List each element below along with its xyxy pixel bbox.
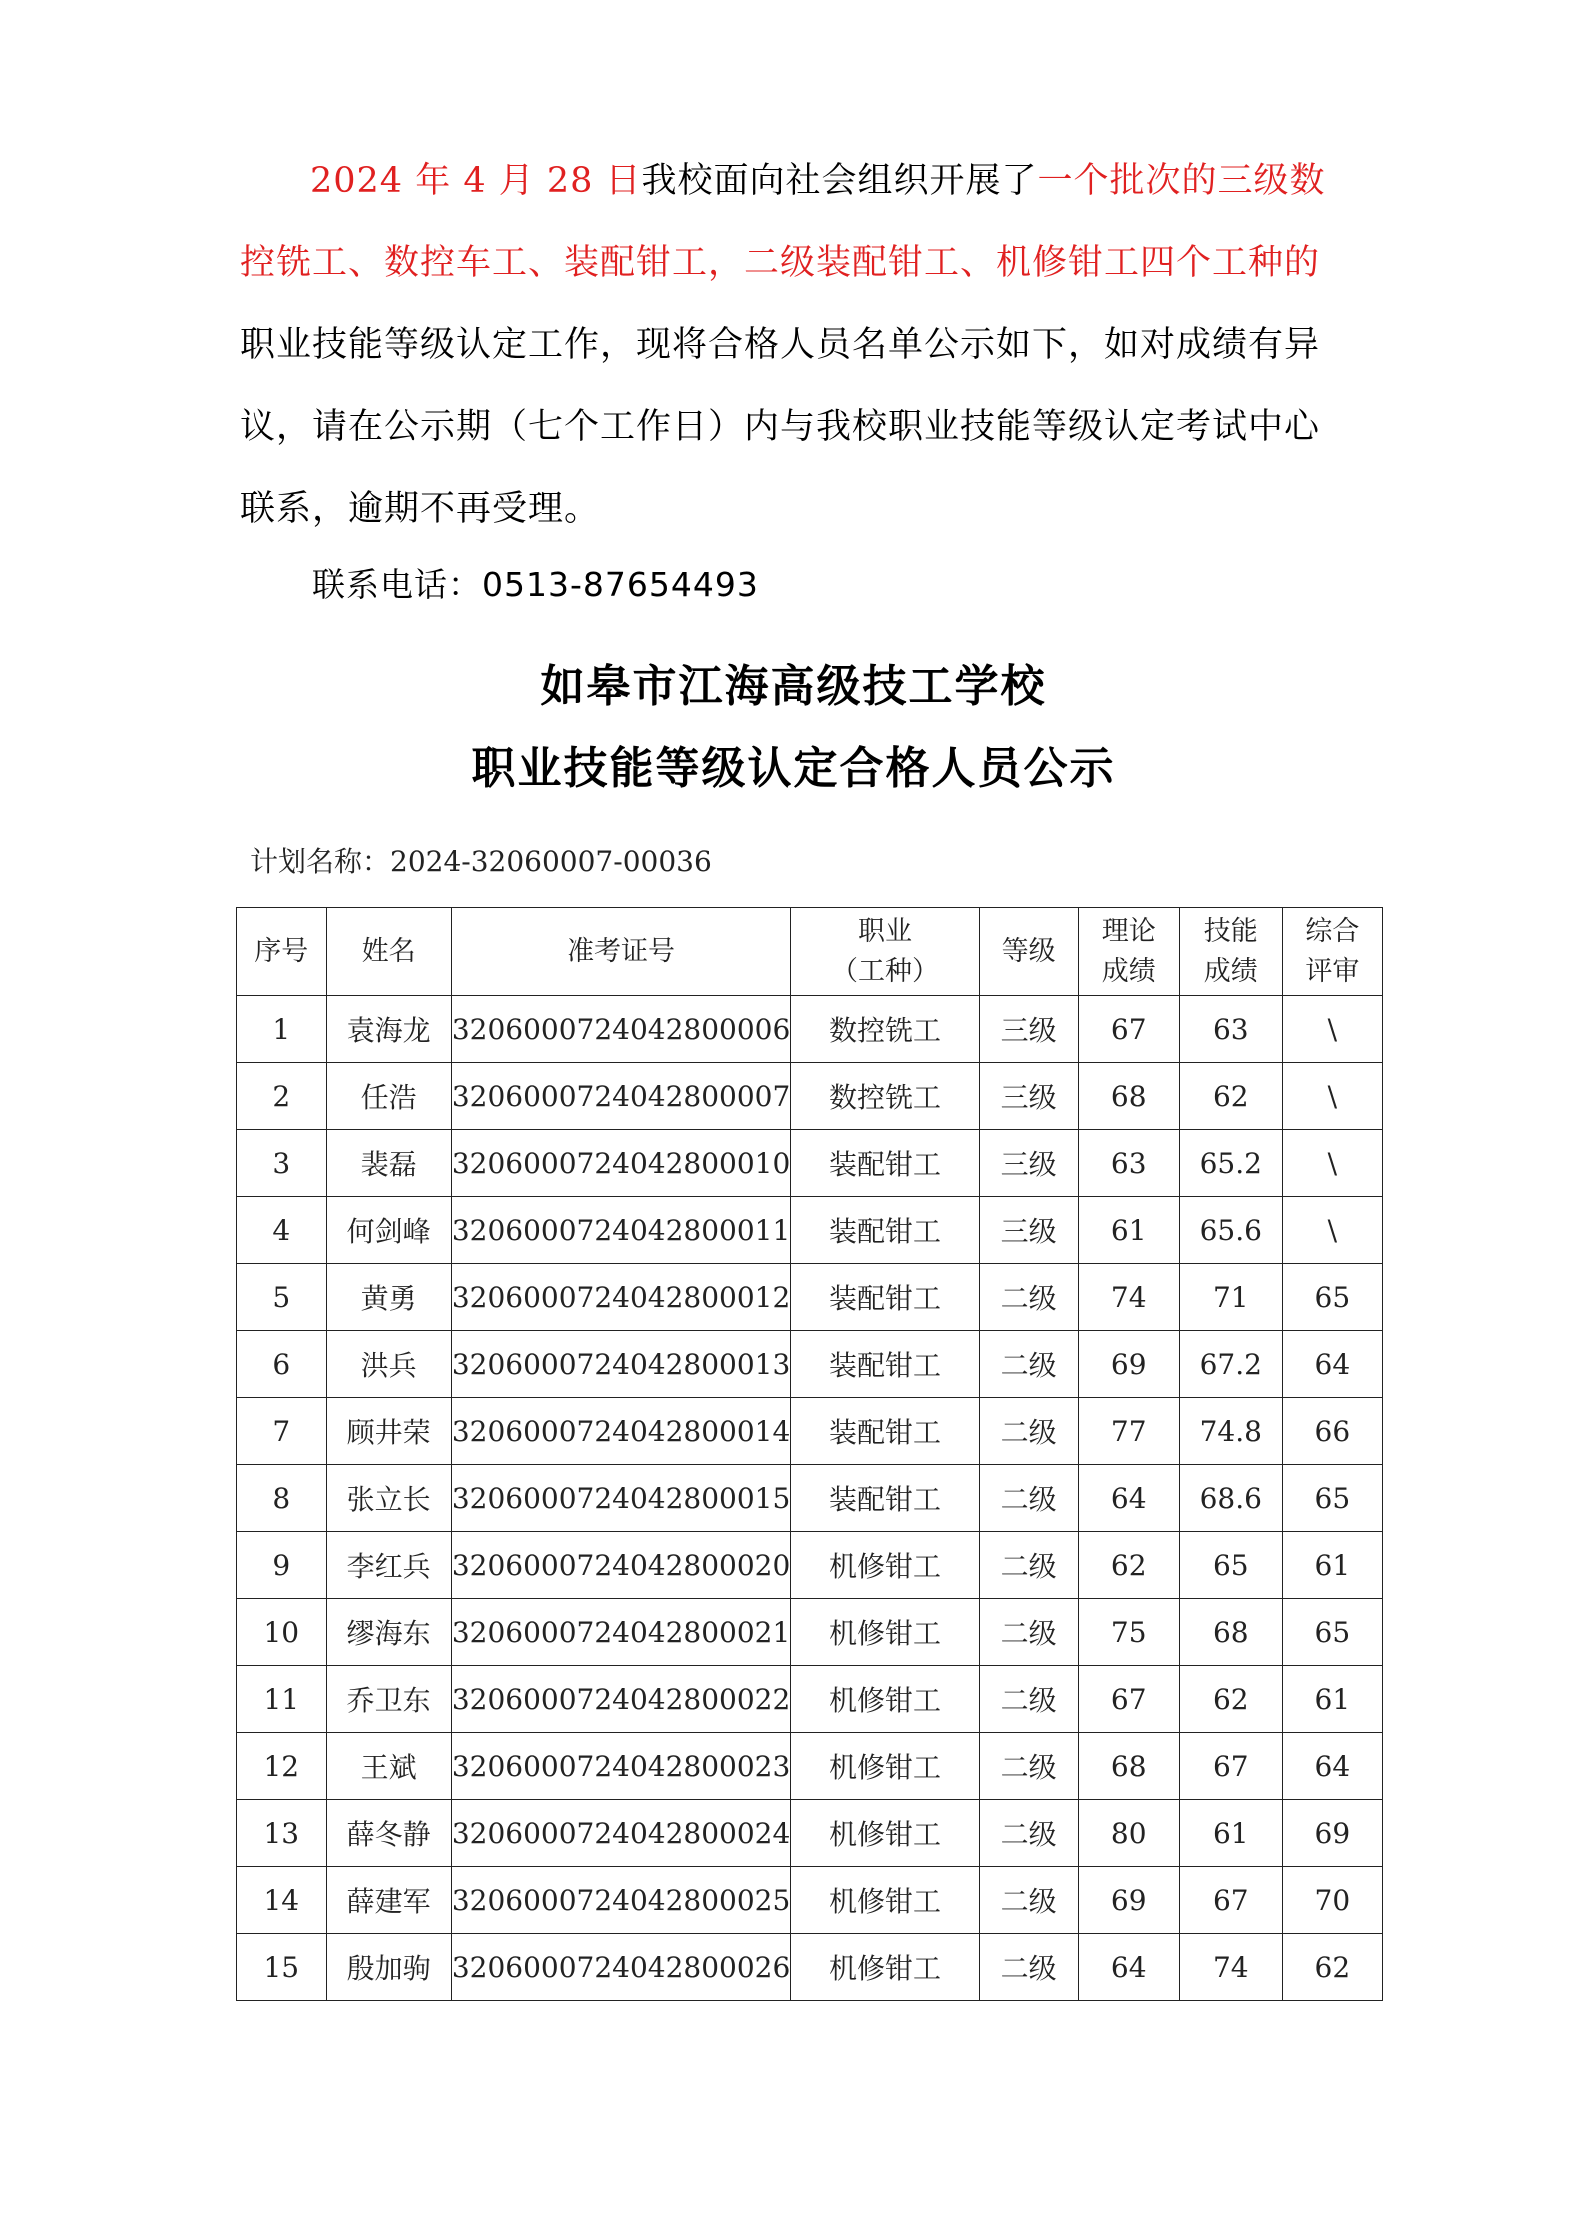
cell-ticket: 3206000724042800026 <box>451 1934 790 2001</box>
cell-job: 装配钳工 <box>791 1398 979 1465</box>
cell-skill: 65.2 <box>1179 1130 1282 1197</box>
header-ticket: 准考证号 <box>451 908 790 996</box>
cell-overall: 64 <box>1282 1733 1382 1800</box>
cell-level: 二级 <box>979 1666 1078 1733</box>
table-row <box>237 1197 1383 1264</box>
header-seq: 序号 <box>237 908 327 996</box>
cell-theory: 61 <box>1078 1197 1179 1264</box>
cell-job: 装配钳工 <box>791 1197 979 1264</box>
cell-overall: 65 <box>1282 1465 1382 1532</box>
cell-seq: 12 <box>237 1733 327 1800</box>
cell-theory: 64 <box>1078 1465 1179 1532</box>
cell-seq: 9 <box>237 1532 327 1599</box>
notice-date: 2024 年 4 月 28 日 <box>310 161 642 201</box>
cell-ticket: 3206000724042800020 <box>451 1532 790 1599</box>
table-row <box>237 1867 1383 1934</box>
header-theory-line1: 理论 <box>1101 915 1156 947</box>
cell-overall: \ <box>1282 1130 1382 1197</box>
table-row <box>237 1398 1383 1465</box>
cell-job: 装配钳工 <box>791 1465 979 1532</box>
cell-level: 二级 <box>979 1532 1078 1599</box>
cell-overall: 61 <box>1282 1532 1382 1599</box>
cell-skill: 74 <box>1179 1934 1282 2001</box>
cell-ticket: 3206000724042800006 <box>451 996 790 1063</box>
table-row <box>237 1264 1383 1331</box>
cell-theory: 68 <box>1078 1063 1179 1130</box>
header-job-line1: 职业 <box>857 915 912 947</box>
cell-overall: \ <box>1282 1063 1382 1130</box>
cell-theory: 67 <box>1078 1666 1179 1733</box>
cell-ticket: 3206000724042800023 <box>451 1733 790 1800</box>
cell-seq: 10 <box>237 1599 327 1666</box>
cell-seq: 11 <box>237 1666 327 1733</box>
cell-job: 数控铣工 <box>791 996 979 1063</box>
cell-ticket: 3206000724042800007 <box>451 1063 790 1130</box>
cell-ticket: 3206000724042800010 <box>451 1130 790 1197</box>
cell-job: 装配钳工 <box>791 1331 979 1398</box>
cell-theory: 69 <box>1078 1331 1179 1398</box>
contact-phone: 0513-87654493 <box>482 565 759 604</box>
cell-level: 二级 <box>979 1733 1078 1800</box>
cell-level: 二级 <box>979 1398 1078 1465</box>
cell-theory: 80 <box>1078 1800 1179 1867</box>
table-row <box>237 1331 1383 1398</box>
cell-seq: 7 <box>237 1398 327 1465</box>
cell-name: 顾井荣 <box>326 1398 451 1465</box>
notice-paragraph <box>240 140 1350 550</box>
header-level: 等级 <box>979 908 1078 996</box>
header-name: 姓名 <box>326 908 451 996</box>
cell-overall: 65 <box>1282 1599 1382 1666</box>
header-overall-line1: 综合 <box>1305 915 1360 947</box>
cell-seq: 13 <box>237 1800 327 1867</box>
cell-level: 二级 <box>979 1331 1078 1398</box>
cell-skill: 62 <box>1179 1063 1282 1130</box>
cell-job: 机修钳工 <box>791 1733 979 1800</box>
header-theory-line2: 成绩 <box>1101 955 1156 987</box>
cell-name: 殷加驹 <box>326 1934 451 2001</box>
cell-skill: 71 <box>1179 1264 1282 1331</box>
cell-overall: 65 <box>1282 1264 1382 1331</box>
cell-ticket: 3206000724042800022 <box>451 1666 790 1733</box>
cell-overall: 61 <box>1282 1666 1382 1733</box>
cell-job: 机修钳工 <box>791 1934 979 2001</box>
header-skill <box>1179 908 1282 996</box>
cell-name: 缪海东 <box>326 1599 451 1666</box>
cell-skill: 65 <box>1179 1532 1282 1599</box>
cell-theory: 68 <box>1078 1733 1179 1800</box>
header-theory <box>1078 908 1179 996</box>
cell-name: 黄勇 <box>326 1264 451 1331</box>
cell-overall: 62 <box>1282 1934 1382 2001</box>
cell-level: 三级 <box>979 1197 1078 1264</box>
table-row <box>237 1465 1383 1532</box>
school-title: 如皋市江海高级技工学校 <box>540 661 1047 712</box>
cell-name: 薛建军 <box>326 1867 451 1934</box>
table-row <box>237 1666 1383 1733</box>
table-header-row <box>237 908 1383 996</box>
cell-seq: 5 <box>237 1264 327 1331</box>
cell-name: 张立长 <box>326 1465 451 1532</box>
header-job-line2: （工种） <box>830 955 939 987</box>
table-row <box>237 1934 1383 2001</box>
cell-ticket: 3206000724042800011 <box>451 1197 790 1264</box>
cell-level: 二级 <box>979 1465 1078 1532</box>
cell-name: 王斌 <box>326 1733 451 1800</box>
cell-overall: 70 <box>1282 1867 1382 1934</box>
contact-label: 联系电话： <box>312 565 482 604</box>
cell-ticket: 3206000724042800015 <box>451 1465 790 1532</box>
cell-job: 数控铣工 <box>791 1063 979 1130</box>
cell-theory: 67 <box>1078 996 1179 1063</box>
cell-seq: 4 <box>237 1197 327 1264</box>
cell-theory: 64 <box>1078 1934 1179 2001</box>
cell-level: 三级 <box>979 996 1078 1063</box>
plan-name: 计划名称：2024-32060007-00036 <box>250 845 712 878</box>
cell-skill: 68.6 <box>1179 1465 1282 1532</box>
cell-skill: 63 <box>1179 996 1282 1063</box>
notice-text-a: 我校面向社会组织开展了 <box>641 161 1038 201</box>
cell-ticket: 3206000724042800014 <box>451 1398 790 1465</box>
cell-name: 李红兵 <box>326 1532 451 1599</box>
cell-name: 洪兵 <box>326 1331 451 1398</box>
table-row <box>237 1063 1383 1130</box>
cell-theory: 62 <box>1078 1532 1179 1599</box>
cell-overall: 64 <box>1282 1331 1382 1398</box>
header-skill-line2: 成绩 <box>1203 955 1258 987</box>
cell-ticket: 3206000724042800013 <box>451 1331 790 1398</box>
cell-job: 机修钳工 <box>791 1599 979 1666</box>
cell-theory: 75 <box>1078 1599 1179 1666</box>
cell-name: 裴磊 <box>326 1130 451 1197</box>
cell-level: 三级 <box>979 1063 1078 1130</box>
header-overall-line2: 评审 <box>1305 955 1360 987</box>
header-skill-line1: 技能 <box>1203 915 1258 947</box>
cell-job: 装配钳工 <box>791 1130 979 1197</box>
cell-seq: 3 <box>237 1130 327 1197</box>
cell-overall: 69 <box>1282 1800 1382 1867</box>
notice-title: 职业技能等级认定合格人员公示 <box>471 743 1116 794</box>
cell-name: 乔卫东 <box>326 1666 451 1733</box>
cell-skill: 62 <box>1179 1666 1282 1733</box>
cell-job: 机修钳工 <box>791 1532 979 1599</box>
cell-seq: 8 <box>237 1465 327 1532</box>
cell-overall: \ <box>1282 996 1382 1063</box>
cell-skill: 74.8 <box>1179 1398 1282 1465</box>
cell-theory: 69 <box>1078 1867 1179 1934</box>
cell-skill: 67.2 <box>1179 1331 1282 1398</box>
cell-level: 二级 <box>979 1264 1078 1331</box>
table-row <box>237 996 1383 1063</box>
cell-ticket: 3206000724042800024 <box>451 1800 790 1867</box>
cell-level: 二级 <box>979 1867 1078 1934</box>
cell-name: 何剑峰 <box>326 1197 451 1264</box>
table-row <box>237 1130 1383 1197</box>
header-job <box>791 908 979 996</box>
cell-seq: 2 <box>237 1063 327 1130</box>
header-overall <box>1282 908 1382 996</box>
cell-job: 机修钳工 <box>791 1800 979 1867</box>
cell-seq: 15 <box>237 1934 327 2001</box>
contact-line <box>312 555 759 615</box>
notice-batch: 一个批次的三级数控铣工、数控车工、装配钳工，二级装配钳工、机修钳工四个工种的 <box>240 161 1326 283</box>
cell-seq: 6 <box>237 1331 327 1398</box>
cell-skill: 61 <box>1179 1800 1282 1867</box>
notice-text-b: 职业技能等级认定工作，现将合格人员名单公示如下，如对成绩有异议，请在公示期（七个工作日）内与我校职业技能等级认定考试中心联系，逾期不再受理。 <box>240 325 1321 529</box>
cell-skill: 68 <box>1179 1599 1282 1666</box>
cell-skill: 67 <box>1179 1867 1282 1934</box>
cell-job: 机修钳工 <box>791 1867 979 1934</box>
cell-ticket: 3206000724042800021 <box>451 1599 790 1666</box>
cell-overall: 66 <box>1282 1398 1382 1465</box>
cell-name: 薛冬静 <box>326 1800 451 1867</box>
cell-level: 二级 <box>979 1800 1078 1867</box>
table-row <box>237 1599 1383 1666</box>
cell-ticket: 3206000724042800012 <box>451 1264 790 1331</box>
cell-overall: \ <box>1282 1197 1382 1264</box>
cell-theory: 63 <box>1078 1130 1179 1197</box>
cell-ticket: 3206000724042800025 <box>451 1867 790 1934</box>
table-row <box>237 1733 1383 1800</box>
cell-skill: 65.6 <box>1179 1197 1282 1264</box>
results-table <box>236 907 1383 2001</box>
cell-skill: 67 <box>1179 1733 1282 1800</box>
cell-name: 袁海龙 <box>326 996 451 1063</box>
table-row <box>237 1800 1383 1867</box>
table-row <box>237 1532 1383 1599</box>
cell-name: 任浩 <box>326 1063 451 1130</box>
cell-level: 二级 <box>979 1599 1078 1666</box>
cell-seq: 1 <box>237 996 327 1063</box>
cell-level: 三级 <box>979 1130 1078 1197</box>
cell-seq: 14 <box>237 1867 327 1934</box>
cell-job: 装配钳工 <box>791 1264 979 1331</box>
cell-theory: 74 <box>1078 1264 1179 1331</box>
cell-level: 二级 <box>979 1934 1078 2001</box>
cell-job: 机修钳工 <box>791 1666 979 1733</box>
cell-theory: 77 <box>1078 1398 1179 1465</box>
